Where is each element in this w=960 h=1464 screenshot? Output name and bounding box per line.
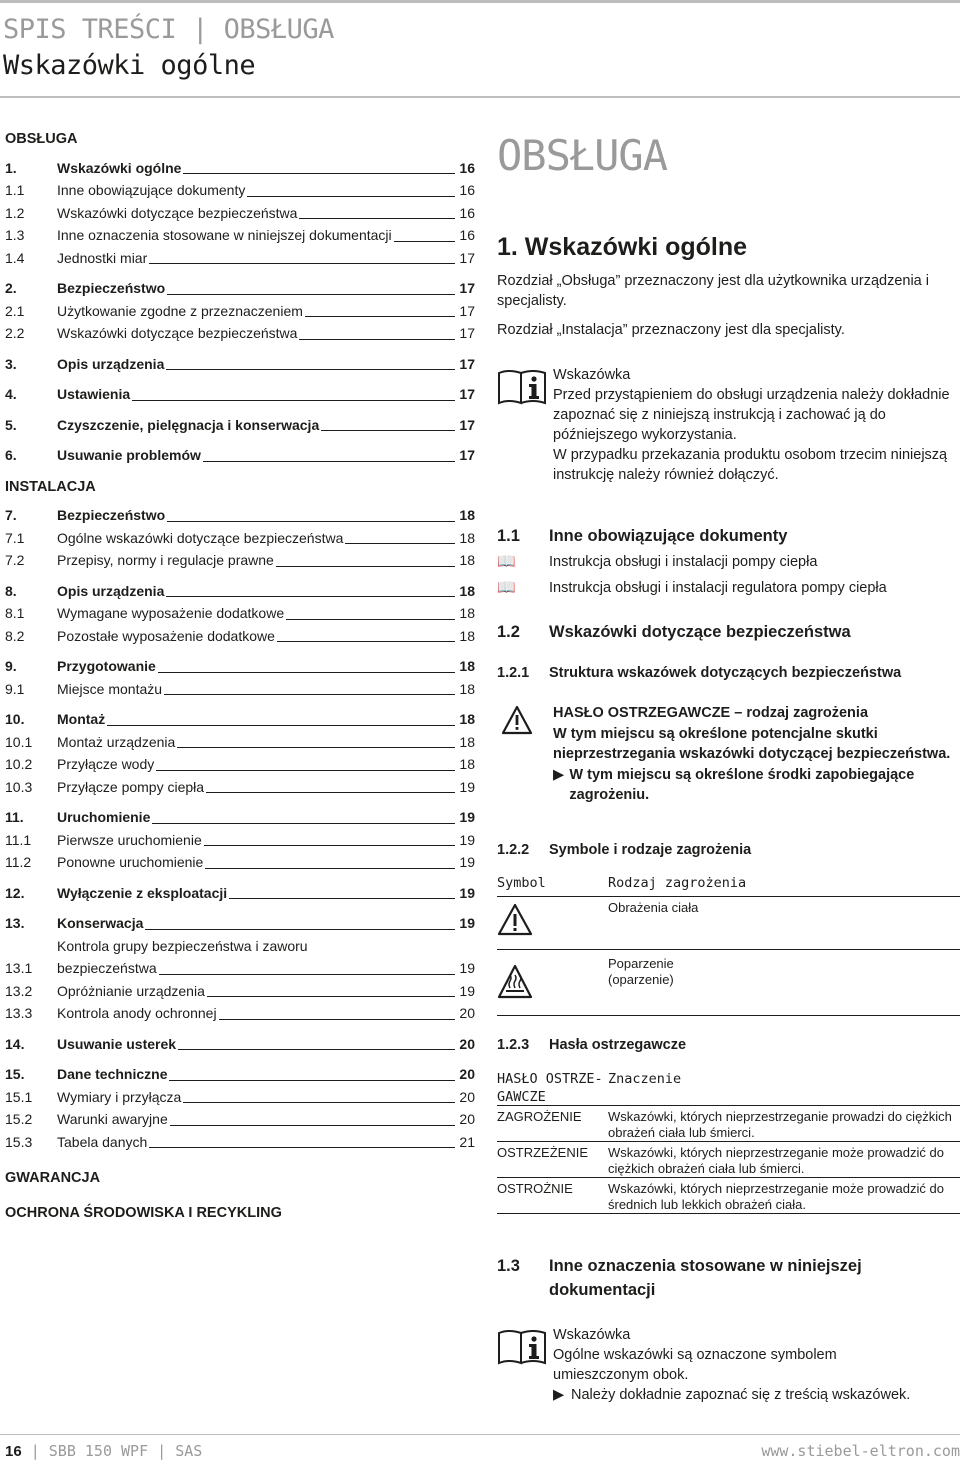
toc-entry[interactable]	[5, 504, 475, 527]
page-number: 16	[5, 1443, 22, 1460]
toc-entry[interactable]	[5, 549, 475, 572]
header-text: HASŁO OSTRZE-	[497, 1071, 603, 1087]
toc-entry-number: 10.	[5, 711, 25, 727]
toc-entry-number: 5.	[5, 416, 17, 433]
toc-entry-number: 12.	[5, 884, 25, 901]
warning-triangle-icon	[497, 903, 533, 937]
table-row	[497, 1106, 960, 1142]
toc-entry-number: 15.2	[5, 1111, 33, 1127]
toc-leader-line	[158, 672, 455, 673]
toc-entry[interactable]	[5, 980, 475, 1003]
signal-word-rows	[497, 1106, 960, 1214]
toc-leader-line	[277, 641, 455, 642]
toc-entry-page: 18	[459, 552, 475, 568]
toc-entry-title: Czyszczenie, pielęgnacja i konserwacja	[57, 416, 320, 433]
toc-entry[interactable]	[5, 655, 475, 678]
toc-entry-title: Kontrola anody ochronnej	[57, 1005, 217, 1021]
toc-entry[interactable]	[5, 322, 475, 345]
toc-entry-page: 20	[459, 1005, 475, 1021]
toc-entry-number: 10.2	[5, 756, 33, 772]
toc-entry[interactable]	[5, 1108, 475, 1131]
toc-entry[interactable]	[5, 1002, 475, 1025]
book-icon: 📖	[497, 553, 516, 570]
toc-entry-page: 16	[459, 159, 475, 176]
toc-entry-title: Przyłącze wody	[57, 756, 155, 772]
toc-entry[interactable]	[5, 708, 475, 731]
toc-section-obsluga: OBSŁUGA	[5, 131, 78, 147]
toc-entry[interactable]	[5, 1131, 475, 1154]
header-rule	[0, 96, 960, 98]
toc-entry-number: 3.	[5, 355, 17, 372]
section-title: Symbole i rodzaje zagrożenia	[549, 842, 752, 858]
toc-leader-line	[167, 521, 455, 522]
toc-entry-number: 15.3	[5, 1133, 33, 1150]
arrow-right-icon: ▶	[553, 766, 565, 783]
toc-leader-line	[219, 1019, 455, 1020]
toc-entry-title: Wymagane wyposażenie dodatkowe	[57, 605, 285, 621]
toc-list-obsluga	[5, 157, 475, 467]
section-title: Wskazówki dotyczące bezpieczeństwa	[549, 623, 851, 641]
toc-entry-page: 20	[459, 1111, 475, 1127]
toc-entry-page: 17	[459, 302, 475, 319]
toc-entry-page: 17	[459, 249, 475, 266]
toc-entry-page: 20	[459, 1035, 475, 1052]
footer-left: 16 | SBB 150 WPF | SAS	[5, 1442, 203, 1460]
toc-entry-page: 19	[459, 915, 475, 931]
hot-surface-icon	[497, 964, 533, 1000]
toc-leader-line	[183, 1102, 455, 1103]
toc-entry-number: 9.1	[5, 680, 25, 697]
toc-leader-line	[205, 868, 455, 869]
toc-entry-page: 18	[459, 529, 475, 546]
section-1-2-heading	[497, 621, 851, 643]
toc-entry[interactable]	[5, 806, 475, 829]
toc-entry-number: 7.1	[5, 529, 25, 546]
toc-entry-page: 18	[459, 582, 475, 599]
toc-entry[interactable]	[5, 829, 475, 852]
toc-entry[interactable]	[5, 776, 475, 799]
toc-entry-page: 17	[459, 386, 475, 402]
top-rule	[0, 0, 960, 3]
toc-entry-title: Pozostałe wyposażenie dodatkowe	[57, 627, 275, 644]
table-cell	[497, 950, 608, 1015]
paragraph-instalacja: Rozdział „Instalacja” przeznaczony jest dla specjalisty.	[497, 322, 845, 338]
toc-leader-line	[183, 173, 455, 174]
toc-entry-number: 13.	[5, 915, 25, 931]
toc-entry-title: Uruchomienie	[57, 809, 151, 825]
toc-entry-page: 19	[459, 884, 475, 901]
section-number: 1.1	[497, 527, 520, 545]
toc-entry-number: 7.	[5, 507, 17, 523]
toc-entry[interactable]	[5, 625, 475, 648]
toc-entry-number: 14.	[5, 1035, 25, 1052]
toc-entry-title: Warunki awaryjne	[57, 1111, 168, 1127]
toc-section-instalacja: INSTALACJA	[5, 478, 96, 495]
toc-entry[interactable]	[5, 383, 475, 406]
signal-word: OSTROŻNIE	[497, 1181, 573, 1196]
toc-entry-title: Usuwanie usterek	[57, 1035, 177, 1052]
toc-entry[interactable]	[5, 527, 475, 550]
table-header-row	[497, 1070, 960, 1106]
table-of-contents	[5, 128, 475, 1224]
toc-entry[interactable]	[5, 1033, 475, 1056]
toc-entry-title: Ogólne wskazówki dotyczące bezpieczeństwa	[57, 529, 344, 546]
toc-entry-number: 10.3	[5, 778, 33, 795]
toc-entry-title: Jednostki miar	[57, 249, 148, 266]
toc-entry-title: Pierwsze uruchomienie	[57, 831, 202, 848]
warning-signal-word: HASŁO OSTRZEGAWCZE – rodzaj zagrożenia	[553, 705, 869, 721]
toc-entry[interactable]	[5, 851, 475, 874]
toc-entry-title: Ponowne uruchomienie	[57, 854, 204, 870]
toc-entry[interactable]	[5, 678, 475, 701]
section-number: 1.2.1	[497, 665, 530, 681]
toc-entry[interactable]	[5, 882, 475, 905]
toc-entry-number: 2.2	[5, 325, 25, 341]
paragraph-obsluga: Rozdział „Obsługa” przeznaczony jest dla użytkownika urządzenia i specjalisty.	[497, 273, 929, 309]
toc-entry-number: 11.1	[5, 831, 32, 848]
toc-entry-page: 18	[459, 507, 475, 523]
toc-entry-title: Montaż	[57, 711, 106, 727]
signal-word-meaning: Wskazówki, których nieprzestrzeganie może prowadzić do średnich lub lekkich obrażeń ciała.	[608, 1181, 944, 1212]
hint-2-instruction-text: Należy dokładnie zapoznać się z treścią wskazówek.	[571, 1387, 911, 1403]
hint-2-title: Wskazówka	[553, 1327, 631, 1343]
toc-entry[interactable]	[5, 202, 475, 225]
info-book-icon	[497, 1329, 547, 1365]
product-name: SBB 150 WPF | SAS	[48, 1442, 203, 1460]
toc-leader-line	[206, 792, 455, 793]
section-1-2-2-heading	[497, 840, 751, 860]
toc-entry-title: Miejsce montażu	[57, 680, 163, 697]
toc-entry-page: 20	[459, 1066, 475, 1082]
toc-section-ochrona: OCHRONA ŚRODOWISKA I RECYKLING	[5, 1204, 282, 1221]
toc-entry-number: 13.1	[5, 960, 33, 976]
toc-entry-page: 19	[459, 960, 475, 976]
toc-entry-number: 10.1	[5, 733, 33, 750]
toc-leader-line	[247, 196, 455, 197]
toc-entry-title: Bezpieczeństwo	[57, 507, 166, 523]
toc-entry-page: 18	[459, 733, 475, 750]
toc-entry-title: Kontrola grupy bezpieczeństwa i zaworu	[57, 937, 308, 954]
toc-entry-page: 18	[459, 756, 475, 772]
toc-leader-line	[178, 1049, 455, 1050]
toc-entry-number: 8.	[5, 582, 17, 599]
symbol-table	[497, 875, 960, 1016]
toc-entry-title: Inne obowiązujące dokumenty	[57, 182, 246, 198]
hint-2-instruction	[553, 1385, 933, 1405]
toc-entry[interactable]	[5, 224, 475, 247]
toc-entry[interactable]	[5, 247, 475, 270]
table-header-cell: Symbol	[497, 875, 546, 891]
toc-leader-line	[132, 400, 455, 401]
toc-leader-line	[170, 1125, 455, 1126]
toc-entry-page: 17	[459, 355, 475, 372]
section-1-1-heading	[497, 525, 787, 547]
section-number: 1.3	[497, 1257, 520, 1275]
toc-entry-number: 8.2	[5, 627, 25, 644]
toc-entry-page: 17	[459, 280, 475, 296]
hint-1-text-1: Przed przystąpieniem do obsługi urządzenia należy dokładnie zapoznać się z niniejszą instrukcją i zachować ją do późniejszego wykorzystania.	[553, 387, 950, 443]
toc-leader-line	[169, 1080, 455, 1081]
section-1-2-3-heading	[497, 1035, 686, 1055]
toc-entry-title: Wymiary i przyłącza	[57, 1088, 182, 1105]
book-icon: 📖	[497, 579, 516, 596]
toc-entry-number: 11.2	[5, 854, 32, 870]
table-row	[497, 1178, 960, 1214]
toc-entry-title: Usuwanie problemów	[57, 447, 201, 463]
toc-entry-title-cont: bezpieczeństwa	[57, 960, 157, 976]
toc-leader-line	[345, 543, 455, 544]
toc-entry-page: 18	[459, 711, 475, 727]
toc-entry-number: 4.	[5, 386, 17, 402]
table-header-cell	[497, 1070, 608, 1105]
table-header-row	[497, 875, 960, 897]
toc-leader-line	[299, 339, 455, 340]
table-row	[497, 1142, 960, 1178]
toc-entry-title: Montaż urządzenia	[57, 733, 176, 750]
toc-leader-line	[152, 823, 455, 824]
toc-entry-page: 18	[459, 658, 475, 674]
toc-leader-line	[177, 747, 455, 748]
toc-leader-line	[167, 294, 455, 295]
table-cell	[608, 950, 960, 1015]
table-row	[497, 950, 960, 1016]
toc-entry-number: 1.	[5, 159, 17, 176]
toc-leader-line	[149, 1147, 455, 1148]
section-number: 1.2.3	[497, 1037, 530, 1053]
toc-entry-title: Dane techniczne	[57, 1066, 168, 1082]
reference-text: Instrukcja obsługi i instalacji regulatora pompy ciepła	[549, 580, 887, 596]
toc-leader-line	[166, 596, 455, 597]
toc-entry-page: 21	[459, 1133, 475, 1150]
toc-entry-number: 2.1	[5, 302, 25, 319]
hint-1-title: Wskazówka	[553, 367, 631, 383]
toc-leader-line	[286, 619, 455, 620]
table-cell: Obrażenia ciała	[608, 900, 699, 915]
toc-entry-title: Ustawienia	[57, 386, 131, 402]
toc-entry[interactable]	[5, 602, 475, 625]
toc-entry-title: Opis urządzenia	[57, 582, 165, 599]
toc-leader-line	[149, 263, 455, 264]
table-header-cell: Rodzaj zagrożenia	[608, 875, 747, 891]
toc-entry-page: 17	[459, 416, 475, 433]
section-1-3-heading	[497, 1254, 909, 1302]
signal-word-meaning: Wskazówki, których nieprzestrzeganie może prowadzić do ciężkich obrażeń ciała lub śmierci.	[608, 1145, 944, 1176]
hint-2-text: Ogólne wskazówki są oznaczone symbolem umieszczonym obok.	[553, 1347, 837, 1383]
hazard-scald: (oparzenie)	[608, 972, 674, 987]
toc-entry-title: Przyłącze pompy ciepła	[57, 778, 205, 795]
table-row	[497, 897, 960, 950]
info-book-icon	[497, 369, 547, 405]
signal-word: ZAGROŻENIE	[497, 1109, 582, 1124]
toc-entry-page: 17	[459, 325, 475, 341]
toc-entry-title: Wskazówki dotyczące bezpieczeństwa	[57, 325, 298, 341]
section-title: Inne oznaczenia stosowane w niniejszej dokumentacji	[549, 1257, 862, 1299]
toc-entry-title: Tabela danych	[57, 1133, 148, 1150]
toc-entry-title: Opis urządzenia	[57, 355, 165, 372]
toc-leader-line	[164, 694, 455, 695]
toc-leader-line	[107, 725, 455, 726]
toc-entry-number: 11.	[5, 809, 24, 825]
toc-entry-title: Bezpieczeństwo	[57, 280, 166, 296]
toc-entry-page: 19	[459, 831, 475, 848]
toc-entry-title: Inne oznaczenia stosowane w niniejszej dokumentacji	[57, 227, 392, 243]
reference-item	[497, 552, 817, 572]
toc-leader-line	[305, 316, 455, 317]
toc-entry-page: 19	[459, 778, 475, 795]
warning-measure-text: W tym miejscu są określone środki zapobiegające zagrożeniu.	[569, 766, 915, 803]
toc-entry-number: 15.	[5, 1066, 25, 1082]
toc-entry[interactable]	[5, 157, 475, 180]
toc-leader-line	[207, 996, 455, 997]
footer-url: www.stiebel-eltron.com	[761, 1442, 960, 1460]
toc-entry-page: 17	[459, 447, 475, 463]
signal-word: OSTRZEŻENIE	[497, 1145, 589, 1160]
toc-entry-page: 19	[459, 854, 475, 870]
toc-entry[interactable]	[5, 935, 475, 980]
header-text: GAWCZE	[497, 1089, 546, 1105]
toc-entry-page: 16	[459, 204, 475, 221]
table-header-cell: Znaczenie	[608, 1071, 682, 1087]
toc-entry-number: 1.2	[5, 204, 25, 221]
toc-entry-number: 13.2	[5, 982, 33, 999]
section-1-2-1-heading	[497, 663, 901, 683]
toc-entry-title: Przepisy, normy i regulacje prawne	[57, 552, 274, 568]
warning-measure	[553, 765, 960, 806]
header-title: Wskazówki ogólne	[3, 50, 256, 81]
reference-text: Instrukcja obsługi i instalacji pompy ciepła	[549, 554, 818, 570]
toc-leader-line	[229, 898, 455, 899]
toc-entry[interactable]	[5, 1086, 475, 1109]
toc-entry-page: 18	[459, 627, 475, 644]
footer-rule	[0, 1434, 960, 1435]
toc-section-gwarancja: GWARANCJA	[5, 1170, 101, 1186]
toc-entry-title: Wskazówki ogólne	[57, 159, 182, 176]
toc-entry-title: Wyłączenie z eksploatacji	[57, 884, 228, 901]
table-cell	[497, 897, 608, 949]
toc-entry-number: 2.	[5, 280, 17, 296]
toc-leader-line	[159, 974, 455, 975]
toc-entry[interactable]	[5, 1063, 475, 1086]
toc-entry-page: 19	[459, 982, 475, 999]
toc-leader-line	[394, 241, 455, 242]
hint-box-1	[497, 365, 960, 485]
toc-entry[interactable]	[5, 753, 475, 776]
section-number: 1.2	[497, 623, 520, 641]
toc-list-instalacja	[5, 504, 475, 1153]
section-1-heading: 1. Wskazówki ogólne	[497, 233, 748, 261]
section-title: Hasła ostrzegawcze	[549, 1037, 687, 1053]
toc-leader-line	[145, 929, 455, 930]
toc-entry[interactable]	[5, 414, 475, 437]
toc-entry[interactable]	[5, 277, 475, 300]
toc-entry[interactable]	[5, 179, 475, 202]
signal-word-meaning: Wskazówki, których nieprzestrzeganie prowadzi do ciężkich obrażeń ciała lub śmierci.	[608, 1109, 952, 1140]
toc-entry[interactable]	[5, 353, 475, 376]
toc-entry-title: Konserwacja	[57, 915, 144, 931]
toc-entry-title: Użytkowanie zgodne z przeznaczeniem	[57, 302, 303, 319]
section-title: Struktura wskazówek dotyczących bezpieczeństwa	[549, 665, 902, 681]
warning-triangle-icon	[501, 705, 533, 735]
page-footer	[5, 1440, 960, 1463]
hazard-burn: Poparzenie	[608, 956, 674, 971]
toc-entry-page: 19	[459, 809, 475, 825]
arrow-right-icon: ▶	[553, 1387, 565, 1403]
toc-entry-number: 1.1	[5, 182, 25, 198]
toc-entry-number: 6.	[5, 447, 17, 463]
header-breadcrumb: SPIS TREŚCI | OBSŁUGA	[3, 14, 334, 45]
toc-entry-number: 1.3	[5, 227, 25, 243]
section-number: 1.2.2	[497, 842, 530, 858]
toc-entry-page: 16	[459, 227, 475, 243]
toc-leader-line	[203, 461, 455, 462]
toc-leader-line	[156, 770, 455, 771]
hint-1-text-2: W przypadku przekazania produktu osobom trzecim niniejszą instrukcję należy również dołączyć.	[553, 447, 948, 483]
toc-leader-line	[204, 845, 455, 846]
toc-entry-title: Przygotowanie	[57, 658, 156, 674]
toc-entry-page: 18	[459, 680, 475, 697]
warning-structure-box	[497, 703, 960, 809]
toc-leader-line	[166, 369, 455, 370]
toc-entry[interactable]	[5, 300, 475, 323]
toc-entry-number: 9.	[5, 658, 17, 674]
toc-entry-page: 18	[459, 605, 475, 621]
toc-entry-title: Wskazówki dotyczące bezpieczeństwa	[57, 204, 298, 221]
chapter-title: OBSŁUGA	[497, 131, 668, 180]
toc-entry-number: 1.4	[5, 249, 25, 266]
toc-entry[interactable]	[5, 912, 475, 935]
hint-box-2	[497, 1325, 960, 1405]
toc-entry[interactable]	[5, 731, 475, 754]
toc-leader-line	[299, 218, 455, 219]
signal-word-table	[497, 1070, 960, 1214]
toc-entry-number: 15.1	[5, 1088, 33, 1105]
toc-leader-line	[276, 566, 455, 567]
toc-entry-number: 13.3	[5, 1005, 33, 1021]
toc-entry-page: 20	[459, 1088, 475, 1105]
toc-entry-number: 7.2	[5, 552, 25, 568]
toc-entry[interactable]	[5, 580, 475, 603]
reference-item	[497, 578, 887, 598]
toc-entry-number: 8.1	[5, 605, 25, 621]
section-title: Inne obowiązujące dokumenty	[549, 527, 788, 545]
toc-entry-title: Opróżnianie urządzenia	[57, 982, 205, 999]
warning-consequence: W tym miejscu są określone potencjalne skutki nieprzestrzegania wskazówki dotyczącej bezpieczeństwa.	[553, 725, 951, 762]
toc-entry-page: 16	[459, 182, 475, 198]
toc-entry[interactable]	[5, 444, 475, 467]
toc-leader-line	[321, 430, 455, 431]
